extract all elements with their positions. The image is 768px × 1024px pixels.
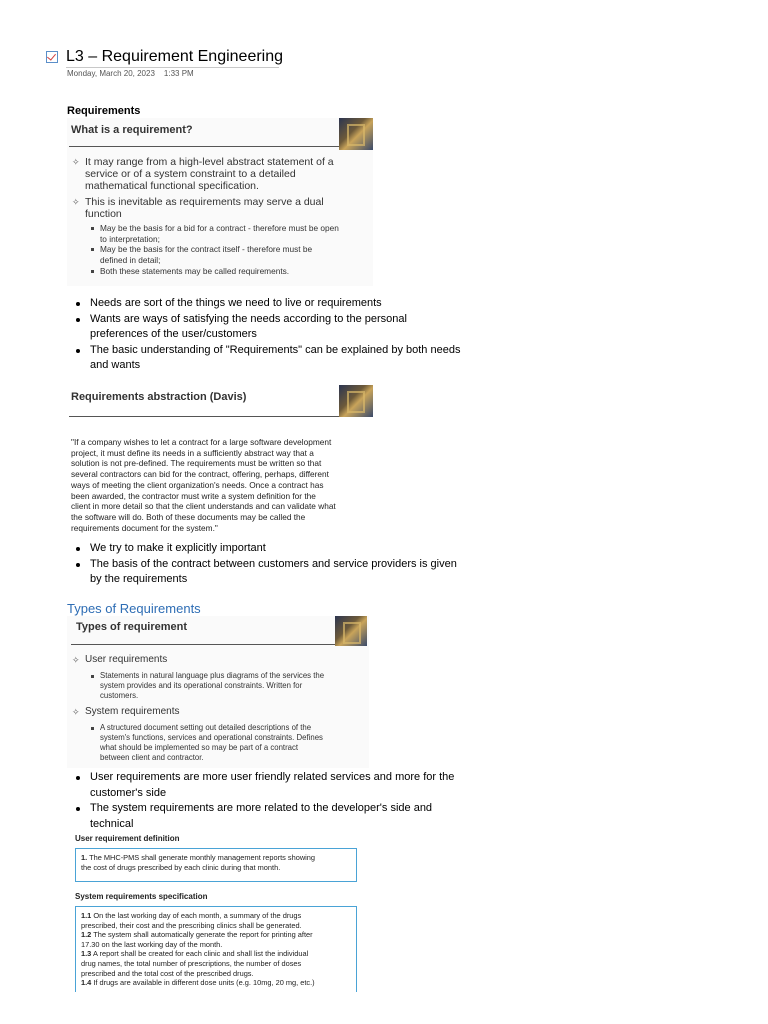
requirements-heading: Requirements bbox=[67, 105, 141, 117]
page-date: Monday, March 20, 2023 bbox=[67, 69, 155, 78]
list-item[interactable]: Needs are sort of the things we need to live or requirements bbox=[67, 296, 467, 312]
system-spec-heading: System requirements specification bbox=[75, 892, 208, 901]
slide-what-is-requirement bbox=[67, 118, 373, 286]
spec-text: A report shall be created for each clinic and shall list the individual drug names, the total number of prescriptions, the number of doses prescribed and the total cost of the prescribed drugs. bbox=[81, 949, 309, 978]
slide-requirements-abstraction bbox=[67, 385, 373, 537]
notes-list bbox=[67, 770, 467, 832]
requirements-figure bbox=[67, 830, 367, 992]
user-def-num: 1. bbox=[81, 853, 88, 862]
spec-num: 1.2 bbox=[81, 930, 92, 940]
slide-title: Types of requirement bbox=[76, 621, 188, 633]
list-item[interactable]: User requirements are more user friendly related services and more for the customer's side bbox=[67, 770, 467, 801]
notes-list bbox=[67, 296, 467, 374]
slide-sub-bullet: A structured document setting out detailed descriptions of the system's functions, services and operational constraints. Defines what should be implemented so may be part of a contract between client and contractor. bbox=[100, 723, 323, 762]
user-def-box bbox=[75, 848, 357, 882]
slide-divider bbox=[71, 644, 335, 645]
slide-title: What is a requirement? bbox=[71, 124, 193, 136]
spec-text: If drugs are available in different dose units (e.g. 10mg, 20 mg, etc.) bbox=[93, 978, 315, 988]
slide-thumbnail-image bbox=[339, 118, 373, 150]
slide-thumbnail-image bbox=[335, 616, 367, 646]
slide-sub-bullet: Both these statements may be called requirements. bbox=[100, 266, 290, 276]
checkbox-icon[interactable] bbox=[46, 51, 58, 63]
list-item[interactable]: The basis of the contract between customers and service providers is given by the requirements bbox=[67, 557, 467, 588]
slide-bullet: ✧ It may range from a high-level abstract statement of a service or of a system constraint to a detailed mathematical functional specification. bbox=[85, 156, 334, 192]
spec-num: 1.1 bbox=[81, 911, 92, 920]
list-item[interactable]: The basic understanding of "Requirements" can be explained by both needs and wants bbox=[67, 343, 467, 374]
page-time: 1:33 PM bbox=[163, 69, 194, 78]
types-heading: Types of Requirements bbox=[67, 601, 201, 616]
slide-divider bbox=[69, 146, 339, 147]
spec-text: The system shall automatically generate the report for printing after 17.30 on the last working day of the month. bbox=[81, 930, 313, 949]
list-item[interactable]: The system requirements are more related to the developer's side and technical bbox=[67, 801, 467, 832]
slide-bullet: ✧ User requirements bbox=[85, 654, 167, 666]
slide-sub-bullet: Statements in natural language plus diagrams of the services the system provides and its operational constraints. Written for customers. bbox=[100, 671, 325, 700]
spec-num: 1.4 bbox=[81, 978, 92, 988]
slide-sub-bullet: May be the basis for the contract itself - therefore must be defined in detail; bbox=[100, 244, 313, 265]
spec-num: 1.3 bbox=[81, 949, 92, 959]
notes-list bbox=[67, 541, 467, 588]
slide-bullet: ✧ This is inevitable as requirements may serve a dual function bbox=[85, 196, 324, 220]
list-item[interactable]: Wants are ways of satisfying the needs according to the personal preferences of the user/customers bbox=[67, 312, 467, 343]
page-timestamp bbox=[67, 69, 194, 78]
slide-thumbnail-image bbox=[339, 385, 373, 417]
system-spec-box bbox=[75, 906, 357, 992]
page-header bbox=[46, 46, 283, 68]
slide-quote: "If a company wishes to let a contract for a large software development project, it must define its needs in a sufficiently abstract way that a solution is not pre-defined. The requirements must be written so that several contractors can bid for the contract, offering, perhaps, different ways of meeting the client organization's needs. Once a contract has been awarded, the contractor must write a system definition for the client in more detail so that the client understands and can validate what the software will do. Both of these documents may be called the requirements document for the system." bbox=[71, 437, 336, 533]
page-title[interactable]: L3 – Requirement Engineering bbox=[66, 48, 284, 65]
title-divider bbox=[66, 67, 279, 68]
slide-divider bbox=[69, 416, 339, 417]
spec-text: On the last working day of each month, a summary of the drugs prescribed, their cost and the prescribing clinics shall be generated. bbox=[81, 911, 302, 930]
list-item[interactable]: We try to make it explicitly important bbox=[67, 541, 467, 557]
user-def-text: The MHC-PMS shall generate monthly management reports showing the cost of drugs prescribed by each clinic during that month. bbox=[81, 853, 316, 872]
slide-title: Requirements abstraction (Davis) bbox=[71, 391, 247, 403]
user-def-heading: User requirement definition bbox=[75, 834, 180, 843]
slide-bullet: ✧ System requirements bbox=[85, 706, 179, 718]
slide-sub-bullet: May be the basis for a bid for a contract - therefore must be open to interpretation; bbox=[100, 223, 339, 244]
slide-types-of-requirement bbox=[67, 616, 369, 768]
